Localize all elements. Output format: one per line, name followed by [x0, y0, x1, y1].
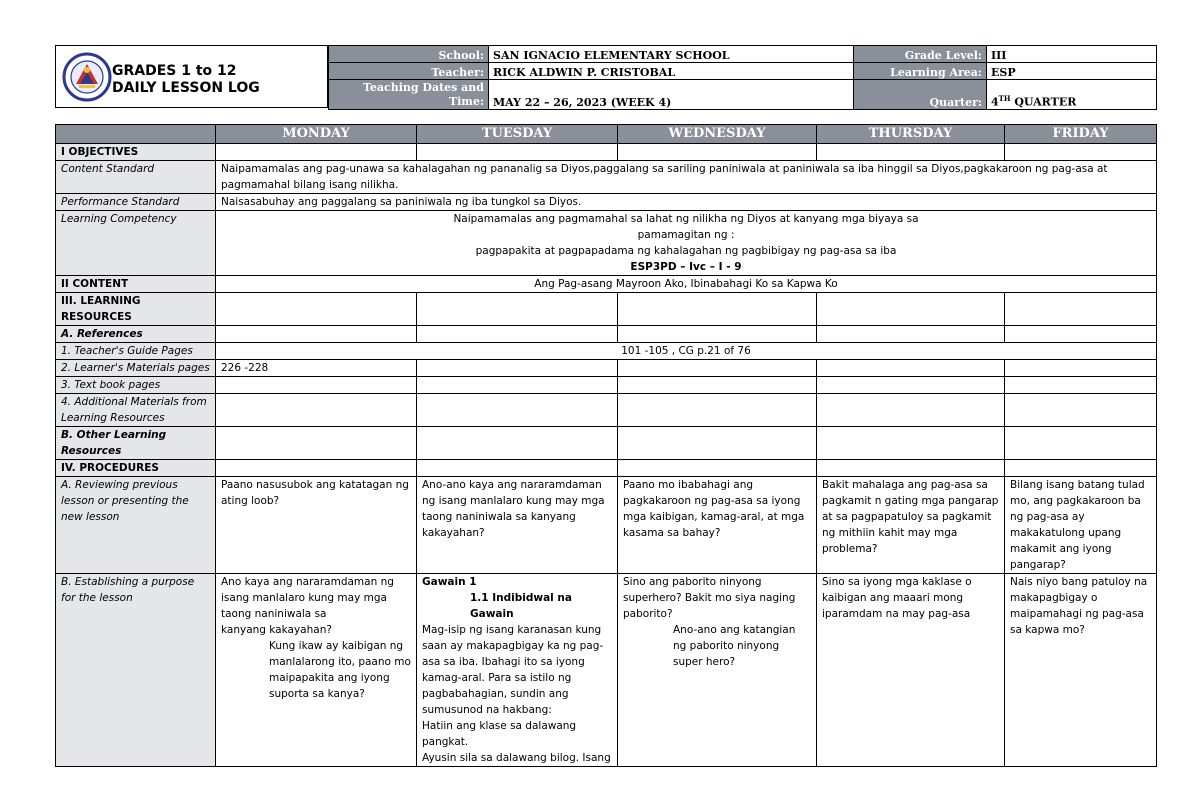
page-title	[112, 63, 260, 97]
competency-line-2: pamamagitan ng :	[637, 229, 735, 241]
purpose-monday	[216, 574, 417, 767]
day-tuesday: TUESDAY	[417, 125, 618, 144]
teacher-value: RICK ALDWIN P. CRISTOBAL	[489, 63, 854, 80]
review-label: A. Reviewing previous lesson or presenting the new lesson	[56, 477, 216, 574]
competency-text	[216, 211, 1157, 276]
table-row	[56, 276, 1157, 293]
dates-label-line-1: Teaching Dates and	[362, 81, 484, 94]
lm-text: 226 -228	[216, 360, 417, 377]
performance-standard-label: Performance Standard	[56, 194, 216, 211]
review-monday: Paano nasusubok ang katatagan ng ating loob?	[216, 477, 417, 574]
competency-label: Learning Competency	[56, 211, 216, 276]
resources-label: III. LEARNING RESOURCES	[56, 293, 216, 326]
dates-value: MAY 22 – 26, 2023 (WEEK 4)	[489, 80, 854, 110]
deped-seal-icon	[62, 50, 112, 104]
purpose-label: B. Establishing a purpose for the lesson	[56, 574, 216, 767]
content-standard-label: Content Standard	[56, 161, 216, 194]
other-resources-label: B. Other Learning Resources	[56, 427, 216, 460]
title-line-2: DAILY LESSON LOG	[112, 80, 260, 96]
table-row	[56, 427, 1157, 460]
table-row	[56, 326, 1157, 343]
objectives-label: I OBJECTIVES	[56, 144, 216, 161]
purpose-wednesday	[618, 574, 817, 767]
table-row	[56, 394, 1157, 427]
table-row	[56, 144, 1157, 161]
lesson-table	[55, 124, 1157, 767]
grade-value: III	[987, 46, 1157, 63]
quarter-label: Quarter:	[854, 80, 987, 110]
content-text: Ang Pag-asang Mayroon Ako, Ibinabahagi Ko sa Kapwa Ko	[216, 276, 1157, 293]
area-label: Learning Area:	[854, 63, 987, 80]
teacher-label: Teacher:	[329, 63, 489, 80]
purpose-mon-line-1: Ano kaya ang nararamdaman ng isang manlalaro kung may mga taong naniniwala sa	[221, 576, 394, 620]
content-label: II CONTENT	[56, 276, 216, 293]
tg-text: 101 -105 , CG p.21 of 76	[216, 343, 1157, 360]
purpose-tue-title: Gawain 1	[422, 576, 477, 588]
quarter-suffix: TH	[998, 94, 1011, 104]
purpose-wed-line-2: Ano-ano ang katangian ng paborito ninyong super hero?	[673, 624, 796, 668]
school-label: School:	[329, 46, 489, 63]
school-value: SAN IGNACIO ELEMENTARY SCHOOL	[489, 46, 854, 63]
purpose-mon-line-2: kanyang kakayahan?	[221, 624, 332, 636]
table-row	[56, 194, 1157, 211]
table-row	[56, 574, 1157, 767]
purpose-tuesday	[417, 574, 618, 767]
day-header-row	[56, 125, 1157, 144]
procedures-label: IV. PROCEDURES	[56, 460, 216, 477]
competency-code: ESP3PD – Ivc – I - 9	[630, 261, 742, 273]
table-row	[56, 161, 1157, 194]
review-friday: Bilang isang batang tulad mo, ang pagkakaroon ba ng pag-asa ay makakatulong upang makamit ang iyong pangarap?	[1005, 477, 1157, 574]
competency-line-1: Naipamamalas ang pagmamahal sa lahat ng nilikha ng Diyos at kanyang mga biyaya sa	[453, 213, 919, 225]
quarter-value	[987, 80, 1157, 110]
day-friday: FRIDAY	[1005, 125, 1157, 144]
corner-cell	[56, 125, 216, 144]
day-monday: MONDAY	[216, 125, 417, 144]
table-row	[56, 343, 1157, 360]
purpose-tue-subtitle: 1.1 Indibidwal na Gawain	[470, 592, 572, 620]
purpose-tue-step-1: Hatiin ang klase sa dalawang pangkat.	[422, 720, 577, 748]
purpose-tue-body: Mag-isip ng isang karanasan kung saan ay makapagbigay ka ng pag-asa sa iba. Ibahagi ito sa iyong kamag-aral. Para sa istilo ng pagbabahagian, sundin ang sumusunod na hakbang:	[422, 624, 604, 716]
review-wednesday: Paano mo ibabahagi ang pagkakaroon ng pag-asa sa iyong mga kaibigan, kamag-aral, at mga kasama sa bahay?	[618, 477, 817, 574]
purpose-wed-line-1: Sino ang paborito ninyong superhero? Bakit mo siya naging paborito?	[623, 576, 796, 620]
performance-standard-text: Naisasabuhay ang paggalang sa paniniwala ng iba tungkol sa Diyos.	[216, 194, 1157, 211]
additional-label: 4. Additional Materials from Learning Resources	[56, 394, 216, 427]
quarter-number: 4	[991, 96, 999, 109]
day-thursday: THURSDAY	[817, 125, 1005, 144]
header-info-table	[328, 45, 1157, 110]
tg-label: 1. Teacher's Guide Pages	[56, 343, 216, 360]
table-row	[56, 377, 1157, 394]
table-row	[56, 477, 1157, 574]
table-row	[56, 460, 1157, 477]
competency-line-3: pagpapakita at pagpapadama ng kahalagahan ng pagbibigay ng pag-asa sa iba	[475, 245, 897, 257]
purpose-mon-line-3: Kung ikaw ay kaibigan ng manlalarong ito, paano mo maipapakita ang iyong suporta sa kanya?	[269, 640, 411, 700]
quarter-text: QUARTER	[1010, 96, 1077, 109]
content-standard-text: Naipamamalas ang pag-unawa sa kahalagahan ng pananalig sa Diyos,paggalang sa sariling paniniwala at paniniwala sa iba hinggil sa Diyos,pagkakaroon ng pag-asa at pagmamahal bilang isang nilikha.	[216, 161, 1157, 194]
grade-label: Grade Level:	[854, 46, 987, 63]
day-wednesday: WEDNESDAY	[618, 125, 817, 144]
dates-label-line-2: Time:	[448, 95, 484, 108]
review-tuesday: Ano-ano kaya ang nararamdaman ng isang manlalaro kung may mga taong naniniwala sa kanyang kakayahan?	[417, 477, 618, 574]
header-title-box	[55, 45, 328, 108]
purpose-friday: Nais niyo bang patuloy na makapagbigay o maipamahagi ng pag-asa sa kapwa mo?	[1005, 574, 1157, 767]
area-value: ESP	[987, 63, 1157, 80]
lm-label: 2. Learner's Materials pages	[56, 360, 216, 377]
dates-label	[329, 80, 489, 110]
table-row	[56, 211, 1157, 276]
purpose-tue-step-2: Ayusin sila sa dalawang bilog. Isang	[422, 752, 611, 764]
review-thursday: Bakit mahalaga ang pag-asa sa pagkamit n gating mga pangarap at sa pagpapatuloy sa pagkamit ng mithiin kahit may mga problema?	[817, 477, 1005, 574]
title-line-1: GRADES 1 to 12	[112, 63, 237, 79]
purpose-thursday: Sino sa iyong mga kaklase o kaibigan ang maaari mong iparamdam na may pag-asa	[817, 574, 1005, 767]
table-row	[56, 293, 1157, 326]
table-row	[56, 360, 1157, 377]
references-label: A. References	[56, 326, 216, 343]
textbook-label: 3. Text book pages	[56, 377, 216, 394]
